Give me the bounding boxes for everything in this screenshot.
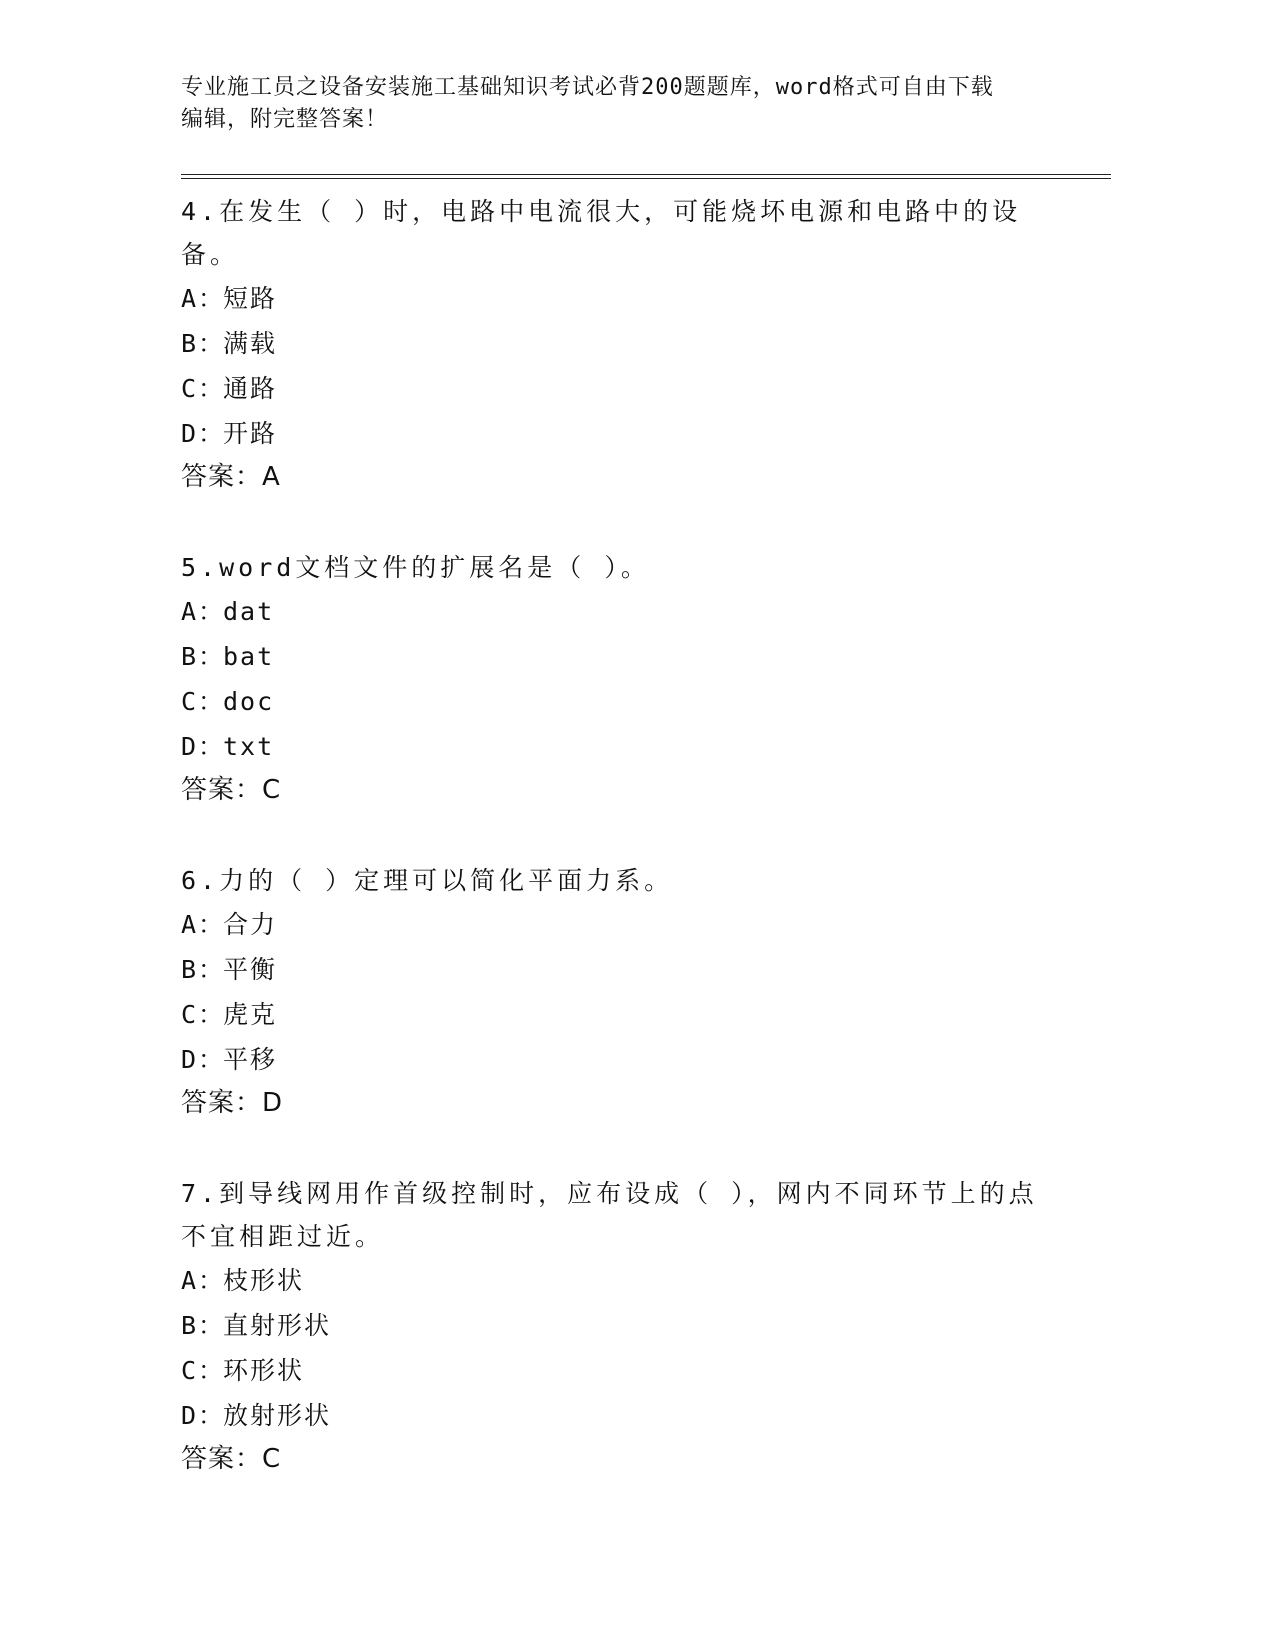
question-7 — [181, 1172, 1061, 1481]
document-header — [181, 72, 1061, 136]
question-list — [181, 190, 1061, 1528]
option-b — [181, 634, 1061, 679]
option-text: 放射形状 — [223, 1401, 332, 1430]
question-5 — [181, 546, 1061, 812]
option-text: doc — [223, 687, 275, 716]
option-text: 环形状 — [223, 1356, 305, 1385]
option-key: D： — [181, 419, 226, 448]
answer-line: 答案：C — [181, 775, 282, 805]
option-key: C： — [181, 1000, 226, 1029]
option-a — [181, 902, 1061, 947]
option-c — [181, 1348, 1061, 1393]
answer-line: 答案：A — [181, 462, 281, 492]
option-text: dat — [223, 597, 275, 626]
option-key: C： — [181, 1356, 226, 1385]
header-double-rule — [181, 174, 1111, 179]
option-a — [181, 1258, 1061, 1303]
option-text: 虎克 — [223, 1000, 278, 1029]
option-text: 合力 — [223, 910, 278, 939]
option-text: 平移 — [223, 1045, 278, 1074]
option-b — [181, 321, 1061, 366]
option-key: A： — [181, 910, 226, 939]
question-6 — [181, 859, 1061, 1125]
option-key: D： — [181, 732, 226, 761]
question-stem: 5.word文档文件的扩展名是（ ）。 — [181, 553, 650, 582]
option-key: C： — [181, 374, 226, 403]
option-a — [181, 589, 1061, 634]
option-text: 开路 — [223, 419, 278, 448]
question-stem: 7.到导线网用作首级控制时，应布设成（ ），网内不同环节上的点不宜相距过近。 — [181, 1179, 1038, 1251]
option-text: 枝形状 — [223, 1266, 305, 1295]
question-4 — [181, 190, 1061, 499]
option-a — [181, 276, 1061, 321]
option-text: txt — [223, 732, 275, 761]
option-key: D： — [181, 1401, 226, 1430]
option-c — [181, 679, 1061, 724]
option-key: D： — [181, 1045, 226, 1074]
option-text: 通路 — [223, 374, 278, 403]
option-b — [181, 947, 1061, 992]
option-key: B： — [181, 1311, 226, 1340]
header-title-line-1: 专业施工员之设备安装施工基础知识考试必背200题题库，word格式可自由下载 — [181, 75, 994, 100]
question-stem: 6.力的（ ）定理可以简化平面力系。 — [181, 866, 674, 895]
option-key: B： — [181, 955, 226, 984]
option-d — [181, 1037, 1061, 1082]
option-text: 满载 — [223, 329, 278, 358]
answer-line: 答案：D — [181, 1088, 284, 1118]
question-stem: 4.在发生（ ）时，电路中电流很大，可能烧坏电源和电路中的设备。 — [181, 197, 1022, 269]
header-title-line-2: 编辑，附完整答案！ — [181, 107, 389, 132]
option-key: B： — [181, 642, 226, 671]
option-c — [181, 992, 1061, 1037]
option-text: bat — [223, 642, 275, 671]
option-text: 短路 — [223, 284, 278, 313]
option-c — [181, 366, 1061, 411]
option-key: A： — [181, 284, 226, 313]
option-key: A： — [181, 1266, 226, 1295]
option-key: A： — [181, 597, 226, 626]
option-d — [181, 411, 1061, 456]
option-key: B： — [181, 329, 226, 358]
option-b — [181, 1303, 1061, 1348]
answer-line: 答案：C — [181, 1444, 282, 1474]
option-d — [181, 724, 1061, 769]
option-d — [181, 1393, 1061, 1438]
option-text: 平衡 — [223, 955, 278, 984]
option-text: 直射形状 — [223, 1311, 332, 1340]
option-key: C： — [181, 687, 226, 716]
